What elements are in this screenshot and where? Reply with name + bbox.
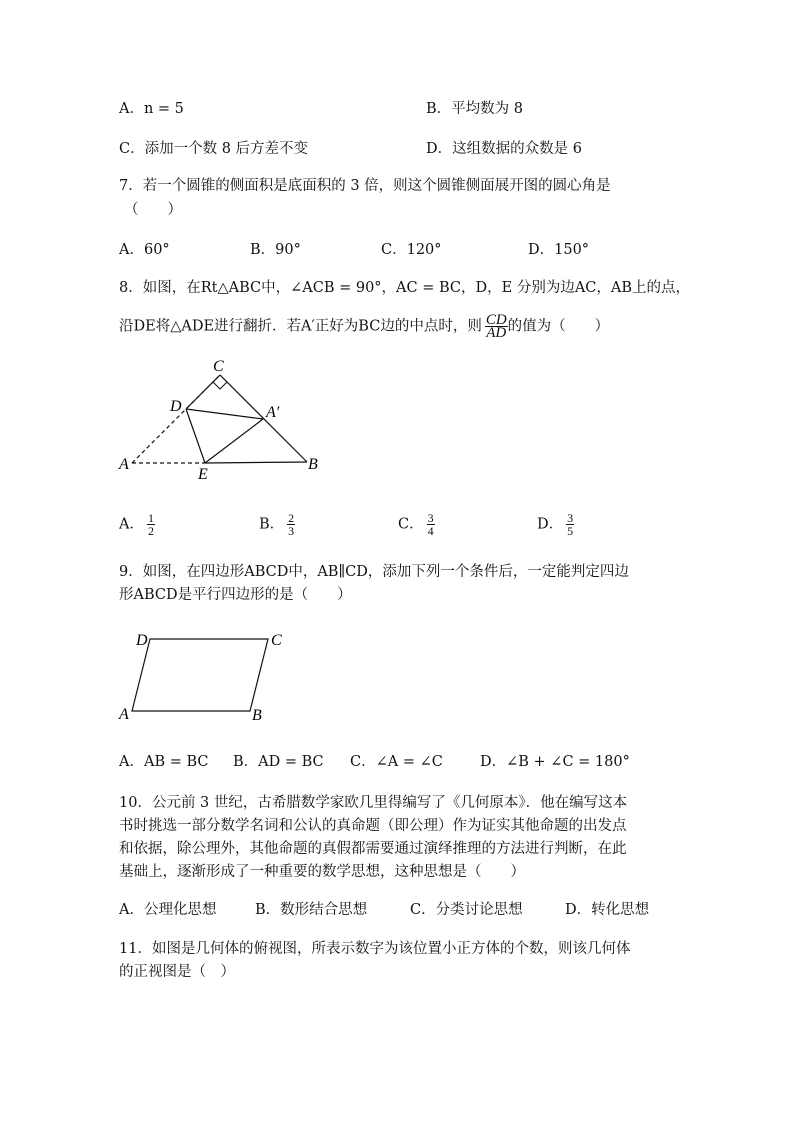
q8-option-b-numerator: 2 [288,511,295,525]
q8-option-a-fraction [147,512,155,537]
q7-option-b: B．90° [250,242,301,258]
q10-option-d: D．转化思想 [565,902,650,918]
q9-option-c: C．∠A = ∠C [350,754,443,770]
q8-option-a-denominator: 2 [147,524,154,538]
q7-option-d: D．150° [528,242,590,258]
q8-label-a: A [119,456,129,473]
q8-option-b [259,512,295,537]
q6-option-b: B．平均数为 8 [426,101,523,117]
q8-stem-line1: 8．如图，在Rt△ABC中，∠ACB = 90°，AC = BC，D，E 分别为边AC，AB上的点， [119,280,691,296]
q9-parallelogram-abcd [132,639,268,711]
q9-stem-line2: 形ABCD是平行四边形的是（ ） [119,587,352,603]
q9-parallelogram-figure [110,625,300,725]
q10-stem-line2: 书时挑选一部分数学名词和公认的真命题（即公理）作为证实其他命题的出发点 [119,818,627,834]
q8-label-a1: A′ [266,404,280,421]
q8-stem-line2-end: 的值为（ ） [507,318,610,335]
q8-option-d [537,512,574,537]
q8-option-c-label: C． [398,516,424,533]
q8-option-b-denominator: 3 [288,524,295,538]
q8-side-da1 [186,409,263,419]
q8-side-cb [220,375,307,462]
q8-option-d-fraction [566,512,574,537]
q8-label-e: E [198,466,208,483]
q11-stem-line2: 的正视图是（ ） [119,964,235,980]
q8-right-angle-mark [213,382,227,389]
q8-side-ea1 [205,419,263,463]
q9-label-d: D [136,632,148,649]
q7-option-a: A．60° [119,242,170,258]
q8-label-b: B [308,456,318,473]
q8-label-c: C [213,358,224,375]
q7-stem-line2: （ ） [124,202,182,218]
q6-option-a: A．n = 5 [119,101,184,117]
q8-stem-line2 [119,314,609,339]
q8-option-a [119,512,155,537]
q6-option-c: C．添加一个数 8 后方差不变 [119,141,309,157]
q8-triangle-figure [110,355,340,490]
q8-ratio-numerator: CD [485,312,507,328]
q10-stem-line4: 基础上，逐渐形成了一种重要的数学思想，这种思想是（ ） [119,864,525,880]
q11-stem-line1: 11．如图是几何体的俯视图，所表示数字为该位置小正方体的个数，则该几何体 [119,941,631,957]
q9-option-d: D．∠B + ∠C = 180° [480,754,630,770]
q8-option-b-fraction [287,512,295,537]
q8-option-b-label: B． [259,516,285,533]
q8-side-dc [186,375,220,409]
q10-option-a: A．公理化思想 [119,902,217,918]
q9-option-b: B．AD = BC [233,754,324,770]
q8-option-d-denominator: 5 [567,524,574,538]
q9-option-a: A．AB = BC [119,754,209,770]
q6-option-d: D．这组数据的众数是 6 [426,141,582,157]
q8-fold-de [186,409,205,463]
q9-label-c: C [271,632,282,649]
q8-option-d-numerator: 3 [567,511,574,525]
q8-option-d-label: D． [537,516,564,533]
q8-option-c-numerator: 3 [427,511,434,525]
q10-stem-line3: 和依据，除公理外，其他命题的真假都需要通过演绎推理的方法进行判断，在此 [119,841,627,857]
q10-stem-line1: 10．公元前 3 世纪，古希腊数学家欧几里得编写了《几何原本》．他在编写这本 [119,795,628,811]
q8-option-a-numerator: 1 [147,511,154,525]
q9-label-b: B [252,707,262,724]
q7-stem-line1: 7．若一个圆锥的侧面积是底面积的 3 倍，则这个圆锥侧面展开图的圆心角是 [119,178,611,194]
q9-label-a: A [119,706,129,723]
q8-stem-line2-text: 沿DE将△ADE进行翻折．若A′正好为BC边的中点时，则 [119,318,482,335]
q8-ratio-fraction [485,314,508,339]
q9-stem-line1: 9．如图，在四边形ABCD中，AB∥CD，添加下列一个条件后，一定能判定四边 [119,564,629,580]
q8-option-c [398,512,435,537]
q8-option-a-label: A． [119,516,144,533]
q7-option-c: C．120° [381,242,442,258]
q8-option-c-denominator: 4 [427,524,434,538]
q8-option-c-fraction [427,512,435,537]
q10-option-b: B．数形结合思想 [255,902,368,918]
q8-label-d: D [170,398,182,415]
q10-option-c: C．分类讨论思想 [410,902,523,918]
q8-side-eb [205,462,307,463]
q8-ratio-denominator: AD [486,325,507,341]
